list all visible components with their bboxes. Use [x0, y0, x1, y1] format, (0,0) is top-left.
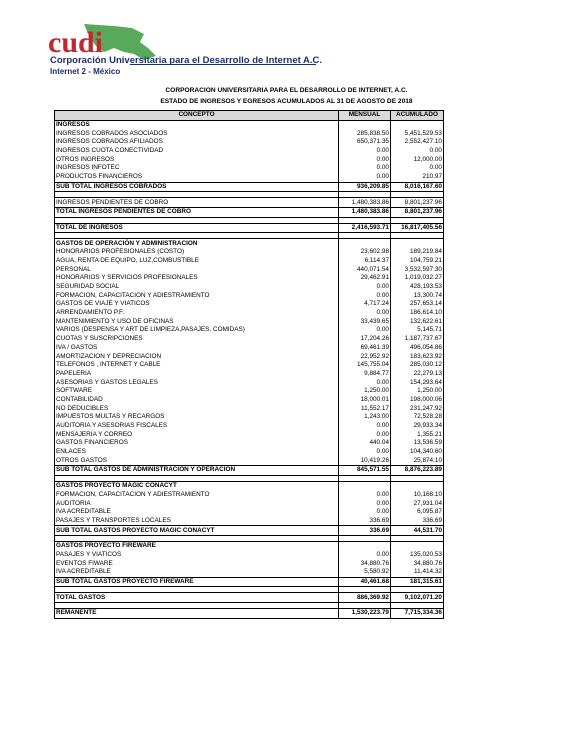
acumulado-cell: 7,715,334.36	[391, 609, 444, 619]
mensual-cell: 1,250.00	[339, 387, 391, 396]
acumulado-cell: 104,340.60	[391, 448, 444, 457]
mensual-cell: 23,602.98	[339, 248, 391, 257]
table-row	[55, 129, 444, 138]
mensual-cell: 0.00	[339, 551, 391, 560]
table-row	[55, 291, 444, 300]
concept-cell: EVENTOS FIWARE	[55, 559, 339, 568]
acumulado-cell: 72,528.28	[391, 413, 444, 422]
mensual-cell: 1,530,223.79	[339, 609, 391, 619]
section-header-row	[55, 120, 444, 129]
mensual-cell: 9,884.77	[339, 370, 391, 379]
acumulado-cell: 5,451,529.53	[391, 129, 444, 138]
mensual-cell	[339, 120, 391, 129]
concept-cell: OTROS INGRESOS	[55, 155, 339, 164]
acumulado-cell: 231,247.92	[391, 404, 444, 413]
concept-cell: TOTAL GASTOS	[55, 593, 339, 603]
acumulado-cell	[391, 120, 444, 129]
mensual-cell: 22,952.92	[339, 352, 391, 361]
concept-cell: GASTOS PROYECTO MAGIC CONACYT	[55, 481, 339, 490]
mensual-cell	[339, 541, 391, 550]
acumulado-cell: 186,614.10	[391, 309, 444, 318]
concept-cell: AUDITORIA	[55, 499, 339, 508]
subtotal-row	[55, 466, 444, 476]
table-row	[55, 456, 444, 465]
table-row	[55, 274, 444, 283]
mensual-cell: 285,838.50	[339, 129, 391, 138]
acumulado-cell: 22,279.13	[391, 370, 444, 379]
mensual-cell: 10,419.26	[339, 456, 391, 465]
acumulado-cell: 210.97	[391, 173, 444, 182]
concept-cell: REMANENTE	[55, 609, 339, 619]
acumulado-cell: 11,414.32	[391, 568, 444, 577]
concept-cell: SUB TOTAL GASTOS DE ADMINISTRACION Y OPERACIÓN	[55, 466, 339, 476]
table-row	[55, 300, 444, 309]
table-row	[55, 413, 444, 422]
concept-cell: NO DEDUCIBLES	[55, 404, 339, 413]
subtotal-row	[55, 207, 444, 217]
column-header-acumulado: ACUMULADO	[391, 111, 444, 121]
concept-cell: PRODUCTOS FINANCIEROS	[55, 173, 339, 182]
concept-cell: PASAJES Y TRANSPORTES LOCALES	[55, 517, 339, 526]
table-row	[55, 387, 444, 396]
acumulado-cell: 104,759.21	[391, 257, 444, 266]
table-row	[55, 155, 444, 164]
mensual-cell: 0.00	[339, 378, 391, 387]
acumulado-cell: 198,000.06	[391, 396, 444, 405]
concept-cell: SEGURIDAD SOCIAL	[55, 283, 339, 292]
concept-cell: SOFTWARE	[55, 387, 339, 396]
mensual-cell: 0.00	[339, 173, 391, 182]
concept-cell: MANTENIMIENTO Y USO DE OFICINAS	[55, 317, 339, 326]
acumulado-cell: 34,880.76	[391, 559, 444, 568]
mensual-cell: 0.00	[339, 499, 391, 508]
mensual-cell: 11,552.17	[339, 404, 391, 413]
table-row	[55, 517, 444, 526]
concept-cell: IVA ACREDITABLE	[55, 568, 339, 577]
table-row	[55, 378, 444, 387]
mensual-cell: 40,461.68	[339, 577, 391, 587]
total-row	[55, 223, 444, 233]
concept-cell: TOTAL INGRESOS PENDIENTES DE COBRO	[55, 207, 339, 217]
acumulado-cell: 257,653.14	[391, 300, 444, 309]
report-subtitle: ESTADO DE INGRESOS Y EGRESOS ACUMULADOS AL 31 DE AGOSTO DE 2018	[160, 98, 413, 105]
concept-cell: INGRESOS COBRADOS ASOCIADOS	[55, 129, 339, 138]
acumulado-cell: 2,552,427.10	[391, 138, 444, 147]
acumulado-cell: 135,020.53	[391, 551, 444, 560]
mensual-cell: 69,461.39	[339, 344, 391, 353]
table-row	[55, 568, 444, 577]
mensual-cell: 4,717.24	[339, 300, 391, 309]
acumulado-cell: 181,315.61	[391, 577, 444, 587]
mensual-cell: 0.00	[339, 291, 391, 300]
table-row	[55, 335, 444, 344]
acumulado-cell: 1,019,032.27	[391, 274, 444, 283]
acumulado-cell: 336.69	[391, 517, 444, 526]
table-row	[55, 499, 444, 508]
report-title: CORPORACION UNIVERSITARIA PARA EL DESARROLLO DE INTERNET, A.C.	[165, 87, 408, 94]
table-row	[55, 361, 444, 370]
acumulado-cell	[391, 541, 444, 550]
acumulado-cell: 0.00	[391, 164, 444, 173]
acumulado-cell: 16,817,405.56	[391, 223, 444, 233]
table-row	[55, 326, 444, 335]
concept-cell: GASTOS FINANCIEROS	[55, 439, 339, 448]
table-row	[55, 448, 444, 457]
concept-cell: AMORTIZACION Y DEPRECIACION	[55, 352, 339, 361]
section-header-row	[55, 481, 444, 490]
concept-cell: INGRESOS PENDIENTES DE COBRO	[55, 198, 339, 208]
mensual-cell: 6,114.37	[339, 257, 391, 266]
acumulado-cell: 3,532,597.30	[391, 265, 444, 274]
acumulado-cell: 27,931.04	[391, 499, 444, 508]
acumulado-cell: 285,030.12	[391, 361, 444, 370]
acumulado-cell: 1,187,737.67	[391, 335, 444, 344]
mensual-cell: 0.00	[339, 309, 391, 318]
concept-cell: HONORARIOS PROFESIONALES (COSTO)	[55, 248, 339, 257]
acumulado-cell: 25,874.10	[391, 456, 444, 465]
table-row	[55, 439, 444, 448]
acumulado-cell: 189,219.84	[391, 248, 444, 257]
acumulado-cell	[391, 481, 444, 490]
organization-name: Corporación Universitaria para el Desarrollo de Internet A.C.	[50, 55, 323, 66]
mensual-cell: 336.69	[339, 517, 391, 526]
concept-cell: PERSONAL	[55, 265, 339, 274]
table-row	[55, 138, 444, 147]
concept-cell: INGRESOS INFOTEC	[55, 164, 339, 173]
mensual-cell: 336.69	[339, 526, 391, 536]
concept-cell: IMPUESTOS MULTAS Y RECARGOS	[55, 413, 339, 422]
concept-cell: HONORARIOS Y SERVICIOS PROFESIONALES	[55, 274, 339, 283]
table-row	[55, 265, 444, 274]
table-header-row	[55, 111, 444, 121]
mensual-cell: 1,480,383.86	[339, 207, 391, 217]
acumulado-cell: 183,623.92	[391, 352, 444, 361]
acumulado-cell: 0.00	[391, 147, 444, 156]
concept-cell: SUB TOTAL GASTOS PROYECTO MAGIC CONACYT	[55, 526, 339, 536]
concept-cell: TOTAL DE INGRESOS	[55, 223, 339, 233]
subtotal-row	[55, 577, 444, 587]
concept-cell: OTROS GASTOS	[55, 456, 339, 465]
concept-cell: PAPELERIA	[55, 370, 339, 379]
concept-cell: SUB TOTAL GASTOS PROYECTO FIREWARE	[55, 577, 339, 587]
acumulado-cell: 6,095.87	[391, 508, 444, 517]
section-header-row	[55, 239, 444, 248]
acumulado-cell: 1,355.21	[391, 430, 444, 439]
concept-cell: AGUA, RENTA DE EQUIPO, LUZ,COMBUSTIBLE	[55, 257, 339, 266]
mensual-cell: 0.00	[339, 147, 391, 156]
acumulado-cell: 12,000.00	[391, 155, 444, 164]
mensual-cell: 0.00	[339, 430, 391, 439]
mensual-cell: 0.00	[339, 448, 391, 457]
total-row	[55, 593, 444, 603]
mensual-cell: 33,439.65	[339, 317, 391, 326]
concept-cell: CUOTAS Y SUSCRIPCIONES	[55, 335, 339, 344]
concept-cell: IVA ACREDITABLE	[55, 508, 339, 517]
table-row	[55, 559, 444, 568]
mensual-cell: 0.00	[339, 326, 391, 335]
mensual-cell: 0.00	[339, 508, 391, 517]
mensual-cell: 17,204.26	[339, 335, 391, 344]
concept-cell: MENSAJERIA Y CORREO	[55, 430, 339, 439]
concept-cell: ENLACES	[55, 448, 339, 457]
mensual-cell: 5,580.92	[339, 568, 391, 577]
table-row	[55, 198, 444, 208]
concept-cell: PASAJES Y VIATICOS	[55, 551, 339, 560]
concept-cell: SUB TOTAL INGRESOS COBRADOS	[55, 182, 339, 192]
mensual-cell: 2,416,593.71	[339, 223, 391, 233]
concept-cell: FORMACION, CAPACITACION Y ADIESTRAMIENTO	[55, 491, 339, 500]
logo-wordmark: cudi	[48, 26, 104, 59]
acumulado-cell: 428,193.53	[391, 283, 444, 292]
table-row	[55, 248, 444, 257]
table-row	[55, 344, 444, 353]
concept-cell: AUDITORIA Y ASESORIAS FISCALES	[55, 422, 339, 431]
financial-statement-table	[54, 110, 444, 619]
table-row	[55, 352, 444, 361]
mensual-cell	[339, 239, 391, 248]
table-row	[55, 164, 444, 173]
section-header-row	[55, 541, 444, 550]
acumulado-cell: 8,801,237.96	[391, 198, 444, 208]
mensual-cell: 845,571.55	[339, 466, 391, 476]
acumulado-cell: 29,933.34	[391, 422, 444, 431]
mensual-cell: 1,243.00	[339, 413, 391, 422]
concept-cell: INGRESOS	[55, 120, 339, 129]
organization-subtitle: Internet 2 - México	[50, 67, 121, 76]
concept-cell: VARIOS (DESPENSA Y ART DE LIMPIEZA,PASAJES, COMIDAS)	[55, 326, 339, 335]
acumulado-cell: 44,531.70	[391, 526, 444, 536]
acumulado-cell: 496,054.86	[391, 344, 444, 353]
concept-cell: INGRESOS CUOTA CONECTIVIDAD	[55, 147, 339, 156]
concept-cell: IVA / GASTOS	[55, 344, 339, 353]
acumulado-cell: 9,102,071.20	[391, 593, 444, 603]
table-row	[55, 370, 444, 379]
table-row	[55, 283, 444, 292]
table-row	[55, 491, 444, 500]
mensual-cell: 650,371.35	[339, 138, 391, 147]
concept-cell: TELEFONOS , INTERNET Y CABLE	[55, 361, 339, 370]
acumulado-cell: 10,168.10	[391, 491, 444, 500]
acumulado-cell: 8,801,237.96	[391, 207, 444, 217]
table-row	[55, 430, 444, 439]
concept-cell: GASTOS DE OPERACIÓN Y ADMINISTRACION	[55, 239, 339, 248]
acumulado-cell: 132,622.61	[391, 317, 444, 326]
concept-cell: FORMACION, CAPACITACION Y ADIESTRAMIENTO	[55, 291, 339, 300]
total-row	[55, 609, 444, 619]
mensual-cell: 0.00	[339, 283, 391, 292]
subtotal-row	[55, 526, 444, 536]
concept-cell: GASTOS PROYECTO FIREWARE	[55, 541, 339, 550]
table-row	[55, 404, 444, 413]
table-row	[55, 309, 444, 318]
acumulado-cell: 5,145.71	[391, 326, 444, 335]
mensual-cell: 936,209.85	[339, 182, 391, 192]
acumulado-cell: 154,293.64	[391, 378, 444, 387]
table-row	[55, 551, 444, 560]
mensual-cell: 18,000.01	[339, 396, 391, 405]
acumulado-cell: 8,876,223.89	[391, 466, 444, 476]
concept-cell: ARRENDAMIENTO P.F.	[55, 309, 339, 318]
mensual-cell: 145,755.04	[339, 361, 391, 370]
mensual-cell: 0.00	[339, 491, 391, 500]
mensual-cell: 440,071.54	[339, 265, 391, 274]
table-row	[55, 257, 444, 266]
concept-cell: GASTOS DE VIAJE Y VIATICOS	[55, 300, 339, 309]
table-row	[55, 396, 444, 405]
mensual-cell: 34,880.76	[339, 559, 391, 568]
mensual-cell: 886,369.92	[339, 593, 391, 603]
mensual-cell	[339, 481, 391, 490]
mensual-cell: 440.04	[339, 439, 391, 448]
subtotal-row	[55, 182, 444, 192]
acumulado-cell: 13,300.74	[391, 291, 444, 300]
mensual-cell: 1,480,383.86	[339, 198, 391, 208]
acumulado-cell: 13,536.59	[391, 439, 444, 448]
mensual-cell: 0.00	[339, 422, 391, 431]
column-header-mensual: MENSUAL	[339, 111, 391, 121]
table-row	[55, 147, 444, 156]
acumulado-cell	[391, 239, 444, 248]
mensual-cell: 29,462.91	[339, 274, 391, 283]
acumulado-cell: 8,016,167.60	[391, 182, 444, 192]
concept-cell: CONTABILIDAD	[55, 396, 339, 405]
acumulado-cell: 1,250.00	[391, 387, 444, 396]
column-header-concepto: CONCEPTO	[55, 111, 339, 121]
mensual-cell: 0.00	[339, 155, 391, 164]
concept-cell: INGRESOS COBRADOS AFILIADOS	[55, 138, 339, 147]
concept-cell: ASESORIAS Y GASTOS LEGALES	[55, 378, 339, 387]
table-row	[55, 508, 444, 517]
table-row	[55, 422, 444, 431]
table-row	[55, 173, 444, 182]
table-row	[55, 317, 444, 326]
mensual-cell: 0.00	[339, 164, 391, 173]
